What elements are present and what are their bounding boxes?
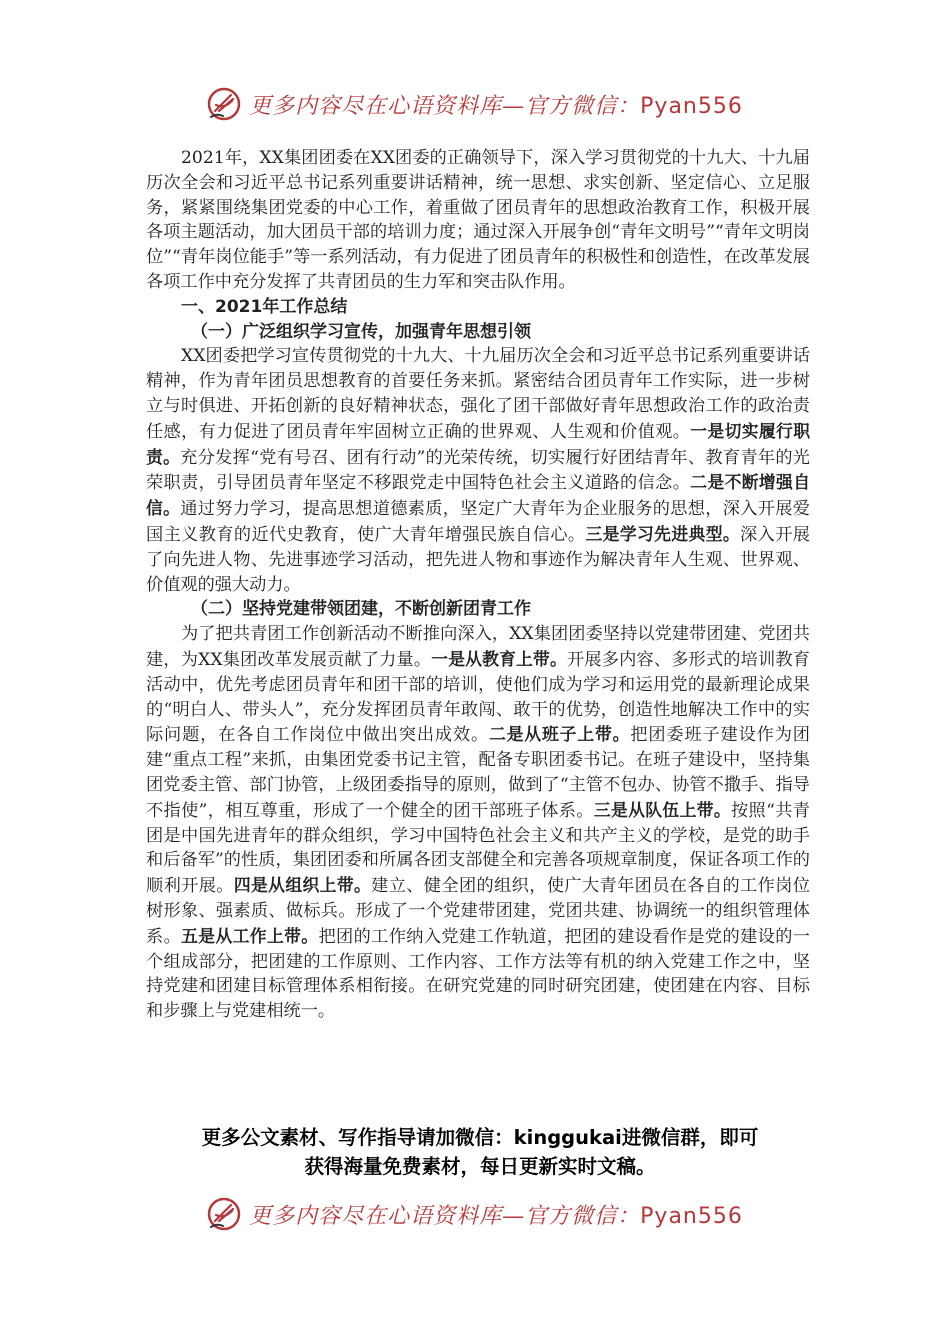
key-point: 三是从队伍上带。 bbox=[593, 799, 731, 820]
document-body bbox=[146, 146, 810, 1024]
key-point: 四是从组织上带。 bbox=[233, 875, 372, 896]
key-point: 五是从工作上带。 bbox=[181, 925, 319, 946]
key-point: 二是不断增强自信。 bbox=[146, 472, 810, 519]
subsection-heading-2: （二）坚持党建带领团建，不断创新团青工作 bbox=[191, 599, 531, 620]
key-point: 三是学习先进典型。 bbox=[585, 523, 741, 544]
watermark-text: 更多内容尽在心语资料库—官方微信：Pyan556 bbox=[249, 93, 743, 119]
subsection-heading-1: （一）广泛组织学习宣传，加强青年思想引领 bbox=[191, 321, 531, 342]
key-point: 一是从教育上带。 bbox=[431, 648, 567, 669]
section-heading: 一、2021年工作总结 bbox=[181, 296, 348, 317]
subsection-2-paragraph: 为了把共青团工作创新活动不断推向深入，XX集团团委坚持以党建带团建、党团共建，为XX集团改革发展贡献了力量。一是从教育上带。开展多内容、多形式的培训教育活动中，优先考虑团员青年和团干部的培训，使他们成为学习和运用党的最新理论成果的“明白人、带头人”，充分发挥团员青年敢闯、敢干的优势，创造性地解决工作中的实际问题，在各自工作岗位中做出突出成效。二是从班子上带。把团委班子建设作为团建“重点工程”来抓，由集团党委书记主管，配备专职团委书记。在班子建设中，坚持集团党委主管、部门协管，上级团委指导的原则，做到了“主管不包办、协管不撒手、指导不指使”，相互尊重，形成了一个健全的团干部班子体系。三是从队伍上带。按照“共青团是中国先进青年的群众组织，学习中国特色社会主义和共产主义的学校，是党的助手和后备军”的性质，集团团委和所属各团支部健全和完善各项规章制度，保证各项工作的顺利开展。四是从组织上带。建立、健全团的组织，使广大青年团员在各自的工作岗位树形象、强素质、做标兵。形成了一个党建带团建，党团共建、协调统一的组织管理体系。五是从工作上带。把团的工作纳入党建工作轨道，把团的建设看作是党的建设的一个组成部分，把团建的工作原则、工作内容、工作方法等有机的纳入党建工作之中，坚持党建和团建目标管理体系相衔接。在研究党建的同时研究团建，使团建在内容、目标和步骤上与党建相统一。 bbox=[146, 624, 810, 1022]
intro-paragraph: 2021年，XX集团团委在XX团委的正确领导下，深入学习贯彻党的十九大、十九届历次全会和习近平总书记系列重要讲话精神，统一思想、求实创新、坚定信心、立足服务，紧紧围绕集团党委的中心工作，着重做了团员青年的思想政治教育工作，积极开展各项主题活动，加大团员干部的培训力度；通过深入开展争创“青年文明号”“青年文明岗位”“青年岗位能手”等一系列活动，有力促进了团员青年的积极性和创造性，在改革发展各项工作中充分发挥了共青团员的生力军和突击队作用。 bbox=[146, 148, 810, 292]
subsection-1-paragraph: XX团委把学习宣传贯彻党的十九大、十九届历次全会和习近平总书记系列重要讲话精神，作为青年团员思想教育的首要任务来抓。紧密结合团员青年工作实际，进一步树立与时俱进、开拓创新的良好精神状态，强化了团干部做好青年思想政治工作的政治责任感，有力促进了团员青年牢固树立正确的世界观、人生观和价值观。一是切实履行职责。充分发挥“党有号召、团有行动”的光荣传统，切实履行好团结青年、教育青年的光荣职责，引导团员青年坚定不移跟党走中国特色社会主义道路的信念。二是不断增强自信。通过努力学习，提高思想道德素质，坚定广大青年为企业服务的思想，深入开展爱国主义教育的近代史教育，使广大青年增强民族自信心。三是学习先进典型。深入开展了向先进人物、先进事迹学习活动，把先进人物和事迹作为解决青年人生观、世界观、价值观的强大动力。 bbox=[146, 346, 810, 595]
footer-watermark bbox=[0, 1194, 950, 1234]
promo-text bbox=[150, 1123, 810, 1181]
key-point: 二是从班子上带。 bbox=[489, 724, 631, 745]
promo-line-1: 更多公文素材、写作指导请加微信：kinggukai进微信群，即可 bbox=[201, 1126, 759, 1149]
logo-icon bbox=[207, 1197, 241, 1231]
logo-icon bbox=[207, 87, 241, 121]
watermark-text: 更多内容尽在心语资料库—官方微信：Pyan556 bbox=[249, 1203, 743, 1229]
key-point: 一是切实履行职责。 bbox=[146, 420, 810, 467]
promo-line-2: 获得海量免费素材，每日更新实时文稿。 bbox=[304, 1155, 656, 1178]
header-watermark bbox=[0, 84, 950, 124]
